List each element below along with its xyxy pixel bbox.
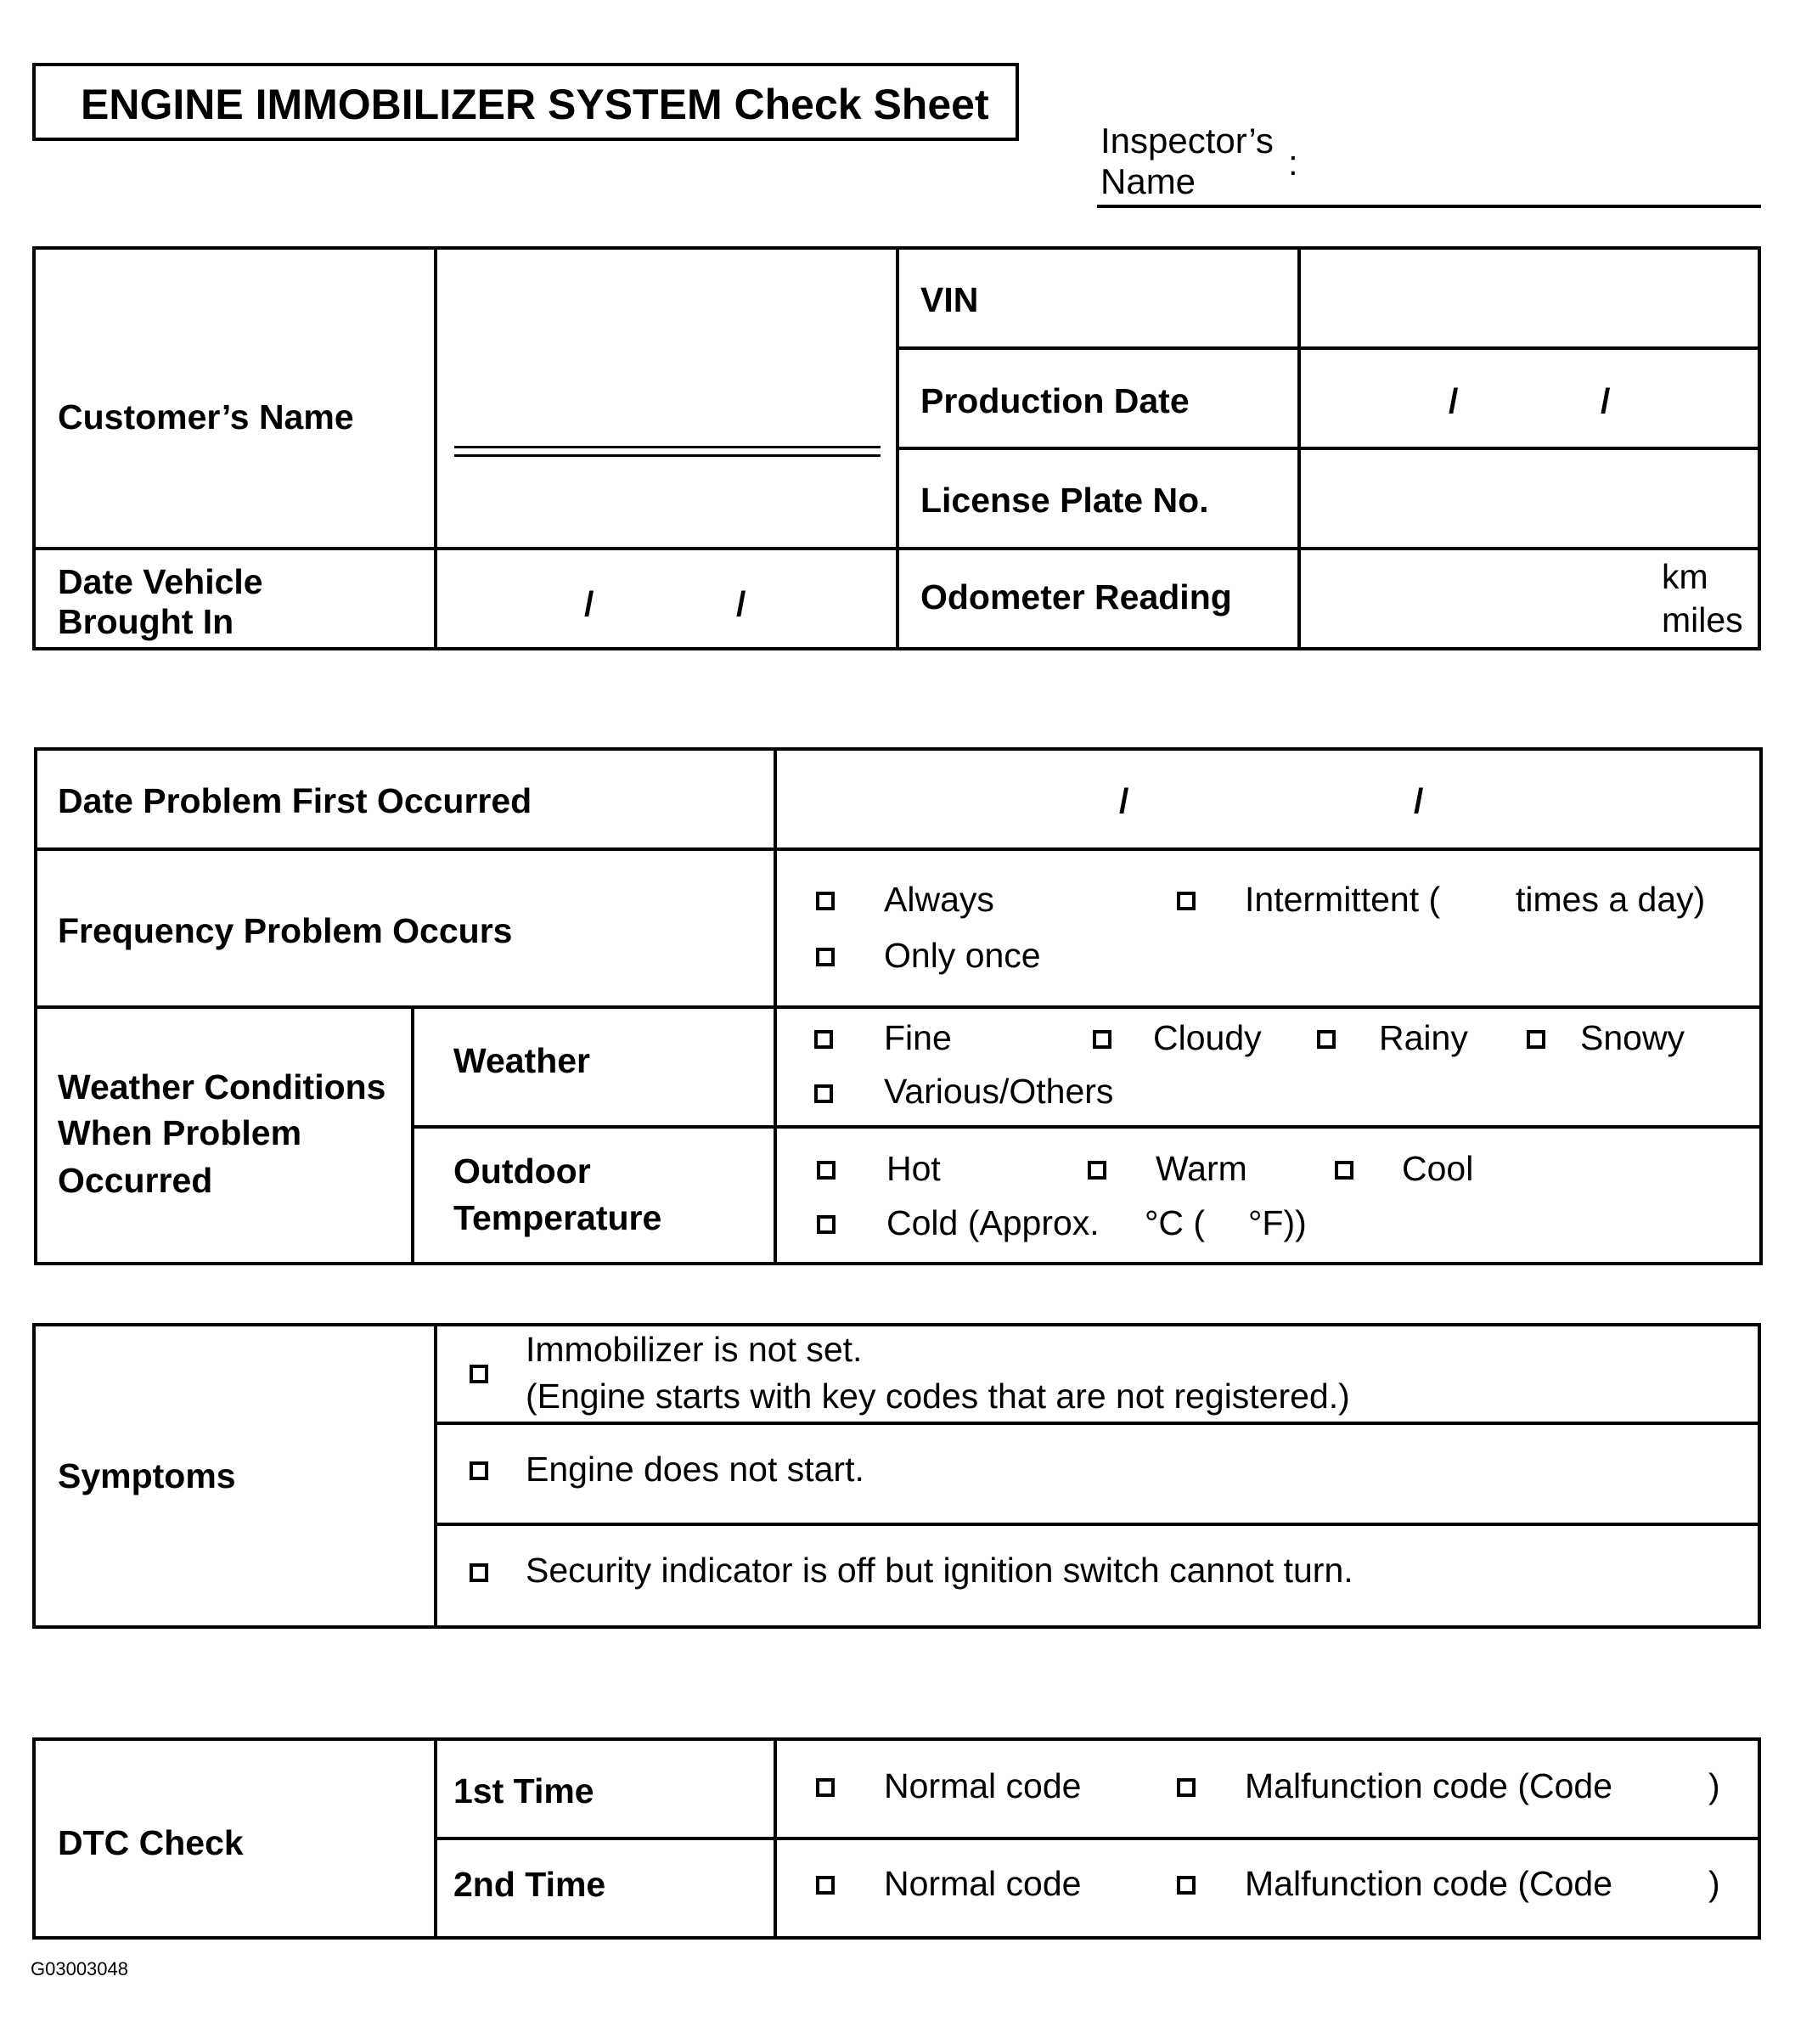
hot-label: Hot — [886, 1149, 941, 1188]
symptom-2-checkbox[interactable] — [470, 1461, 488, 1480]
symptom-1-checkbox[interactable] — [470, 1365, 488, 1383]
date-first-separator: / — [1414, 781, 1424, 820]
date-brought-in-separator: / — [736, 584, 746, 623]
cool-checkbox[interactable] — [1335, 1161, 1353, 1180]
snowy-checkbox[interactable] — [1527, 1030, 1545, 1049]
vin-label: VIN — [920, 280, 979, 319]
date-brought-in-separator: / — [584, 584, 594, 623]
first-malfunction-close-paren: ) — [1708, 1766, 1720, 1805]
snowy-label: Snowy — [1580, 1018, 1685, 1057]
customer-name-label: Customer’s Name — [58, 397, 354, 436]
production-date-separator: / — [1449, 381, 1459, 420]
first-normal-code-checkbox[interactable] — [816, 1778, 835, 1797]
cloudy-label: Cloudy — [1153, 1018, 1262, 1057]
outdoor-temp-label-line1: Outdoor — [453, 1152, 591, 1191]
cold-checkbox[interactable] — [817, 1215, 836, 1234]
symptom-1-line2: (Engine starts with key codes that are not registered.) — [526, 1377, 1350, 1416]
hot-checkbox[interactable] — [817, 1161, 836, 1180]
license-plate-label: License Plate No. — [920, 481, 1209, 520]
weather-conditions-label-line2: When Problem — [58, 1113, 302, 1152]
symptom-3-checkbox[interactable] — [470, 1563, 488, 1582]
second-malfunction-code-label: Malfunction code (Code — [1245, 1864, 1613, 1903]
celsius-label: °C ( — [1145, 1203, 1206, 1242]
inspector-label-line2: Name — [1100, 161, 1196, 201]
symptom-3-label: Security indicator is off but ignition switch cannot turn. — [526, 1551, 1353, 1590]
vin-field[interactable] — [1301, 250, 1758, 346]
dtc-check-label: DTC Check — [58, 1823, 244, 1862]
inspector-label-line1: Inspector’s — [1100, 121, 1274, 160]
only-once-label: Only once — [884, 936, 1041, 975]
symptom-2-label: Engine does not start. — [526, 1450, 864, 1489]
fahrenheit-label: °F)) — [1248, 1203, 1307, 1242]
second-time-label: 2nd Time — [453, 1865, 606, 1904]
odometer-label: Odometer Reading — [920, 577, 1232, 617]
warm-checkbox[interactable] — [1088, 1161, 1106, 1180]
symptom-1-line1: Immobilizer is not set. — [526, 1330, 863, 1369]
inspector-colon: : — [1288, 143, 1298, 183]
second-normal-code-label: Normal code — [884, 1864, 1082, 1903]
rainy-checkbox[interactable] — [1317, 1030, 1336, 1049]
various-label: Various/Others — [884, 1072, 1114, 1111]
second-malfunction-close-paren: ) — [1708, 1864, 1720, 1903]
weather-label: Weather — [453, 1041, 591, 1080]
inspector-name-field[interactable] — [1097, 205, 1761, 208]
figure-code: G03003048 — [31, 1958, 128, 1979]
odometer-unit-km: km — [1662, 557, 1708, 596]
cool-label: Cool — [1402, 1149, 1474, 1188]
date-first-occurred-label: Date Problem First Occurred — [58, 781, 532, 820]
cloudy-checkbox[interactable] — [1093, 1030, 1111, 1049]
odometer-unit-miles: miles — [1662, 600, 1743, 639]
cold-label: Cold (Approx. — [886, 1203, 1100, 1242]
weather-conditions-label-line3: Occurred — [58, 1161, 213, 1200]
second-malfunction-code-checkbox[interactable] — [1177, 1876, 1196, 1895]
page-title: ENGINE IMMOBILIZER SYSTEM Check Sheet — [81, 81, 989, 128]
frequency-label: Frequency Problem Occurs — [58, 911, 513, 950]
symptoms-label: Symptoms — [58, 1456, 236, 1495]
times-a-day-label: times a day) — [1516, 880, 1706, 919]
fine-label: Fine — [884, 1018, 952, 1057]
first-normal-code-label: Normal code — [884, 1766, 1082, 1805]
always-checkbox[interactable] — [816, 892, 835, 910]
production-date-label: Production Date — [920, 381, 1190, 420]
second-normal-code-checkbox[interactable] — [816, 1876, 835, 1895]
warm-label: Warm — [1156, 1149, 1247, 1188]
date-first-separator: / — [1119, 781, 1129, 820]
customer-name-field[interactable] — [454, 446, 881, 448]
always-label: Always — [884, 880, 994, 919]
rainy-label: Rainy — [1379, 1018, 1468, 1057]
first-malfunction-code-label: Malfunction code (Code — [1245, 1766, 1613, 1805]
intermittent-label: Intermittent ( — [1245, 880, 1441, 919]
fine-checkbox[interactable] — [814, 1030, 833, 1049]
first-malfunction-code-checkbox[interactable] — [1177, 1778, 1196, 1797]
license-plate-field[interactable] — [1301, 450, 1758, 547]
various-checkbox[interactable] — [814, 1084, 833, 1103]
only-once-checkbox[interactable] — [816, 948, 835, 966]
date-brought-in-label-line1: Date Vehicle — [58, 562, 263, 601]
weather-conditions-label-line1: Weather Conditions — [58, 1067, 386, 1106]
first-time-label: 1st Time — [453, 1771, 594, 1810]
outdoor-temp-label-line2: Temperature — [453, 1198, 662, 1237]
date-brought-in-label-line2: Brought In — [58, 602, 234, 641]
production-date-separator: / — [1601, 381, 1611, 420]
intermittent-checkbox[interactable] — [1177, 892, 1196, 910]
